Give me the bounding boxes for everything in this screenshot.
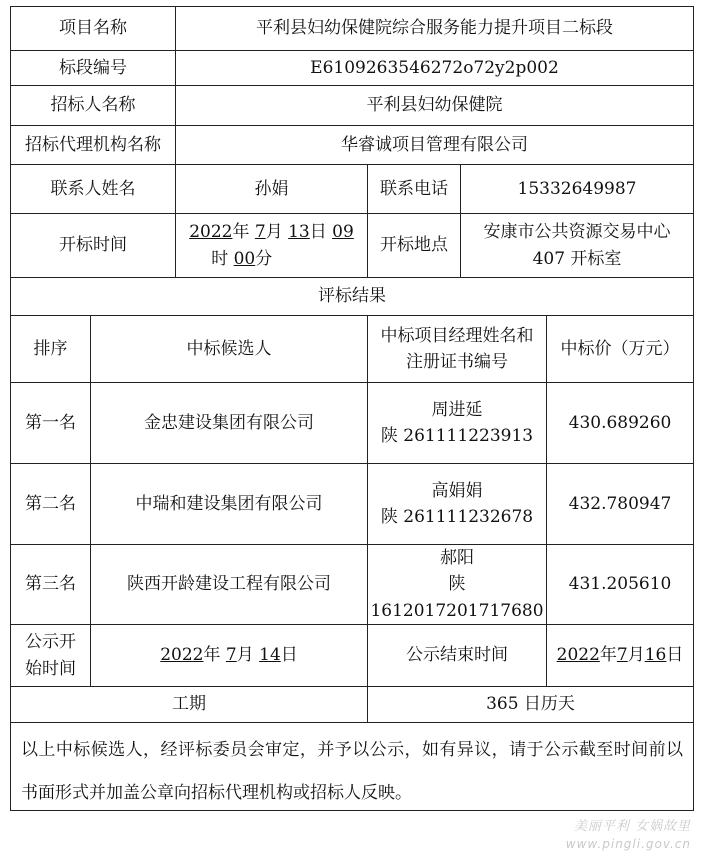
candidate-2-rank [10,463,91,545]
contact-label-text: 联系人姓名 [50,178,136,199]
opening-time-label-text: 开标时间 [59,235,127,256]
candidate-2-company-text: 中瑞和建设集团有限公司 [135,493,323,514]
opening-day: 13 [288,222,310,243]
opening-time-value [175,213,368,278]
candidate-3-price [546,544,694,625]
opening-hour-unit: 时 [211,248,229,269]
project-name-label [10,6,176,51]
publicity-start-month-unit: 月 [236,645,254,666]
publicity-end-label-text: 公示结束时间 [406,645,508,666]
opening-place-line1: 安康市公共资源交易中心 [483,222,671,243]
candidate-2-manager [367,463,547,545]
opening-year: 2022 [189,222,233,243]
phone-value [460,164,694,214]
candidate-2-manager-name: 高娟娟 [431,480,483,501]
publicity-start-label-line2: 始时间 [25,658,76,679]
publicity-start-year: 2022 [160,645,204,666]
tenderer-label-text: 招标人名称 [50,95,136,116]
agency-label [10,125,176,165]
publicity-start-label-line1: 公示开 [25,632,76,653]
publicity-end-label [367,624,547,687]
header-manager-line1: 中标项目经理姓名和 [380,325,534,346]
header-candidate [90,315,368,383]
objection-note [10,722,694,811]
duration-label-text: 工期 [172,694,206,715]
opening-time-label [10,213,176,278]
opening-minute: 00 [233,248,256,269]
opening-day-unit: 日 [309,222,327,243]
project-name-label-text: 项目名称 [59,18,127,39]
site-watermark [566,818,691,853]
agency-value [175,125,694,165]
candidate-3-cert: 陕 1612017201717680 [370,574,544,621]
contact-value [175,164,368,214]
candidate-2-rank-text: 第二名 [25,493,76,514]
candidate-1-cert: 陕 261111223913 [380,426,534,446]
phone-value-text: 15332649987 [517,178,637,199]
publicity-start-month: 7 [225,645,237,666]
tenderer-value [175,85,694,126]
candidate-1-company-text: 金忠建设集团有限公司 [144,412,314,433]
candidate-3-manager-name: 郝阳 [440,547,474,568]
project-name-value [175,6,694,51]
opening-place-label [367,213,461,278]
duration-label [10,686,368,723]
header-manager [367,315,547,383]
watermark-slogan: 美丽平利 女娲故里 [573,819,691,835]
publicity-end-year-unit: 年 [599,645,617,666]
header-price-text: 中标价（万元） [560,338,680,359]
publicity-start-label [10,624,91,687]
publicity-start-day-unit: 日 [280,645,298,666]
agency-label-text: 招标代理机构名称 [25,134,161,155]
candidate-3-company [90,544,368,625]
candidate-2-price [546,463,694,545]
candidate-1-rank [10,382,91,464]
duration-value-text: 365 日历天 [486,694,575,715]
opening-minute-unit: 分 [255,248,273,269]
tenderer-value-text: 平利县妇幼保健院 [366,95,503,116]
candidate-1-rank-text: 第一名 [25,412,76,433]
objection-note-text: 以上中标候选人，经评标委员会审定，并予以公示，如有异议，请于公示截至时间前以书面形式并加盖公章向招标代理机构或招标人反映。 [21,740,683,803]
section-no-label-text: 标段编号 [59,57,127,78]
header-rank-text: 排序 [33,338,68,359]
candidate-1-manager-name: 周进延 [431,399,483,420]
section-no-value [175,50,694,86]
section-no-value-text: E6109263546272o72y2p002 [310,57,559,78]
publicity-start-day: 14 [259,645,281,666]
watermark-url: www.pingli.gov.cn [565,837,691,852]
publicity-end-month: 7 [616,645,628,666]
agency-value-text: 华睿诚项目管理有限公司 [341,134,528,155]
section-no-label [10,50,176,86]
candidate-3-rank-text: 第三名 [25,574,76,595]
opening-month-unit: 月 [265,222,283,243]
publicity-end-day: 16 [644,645,667,666]
header-manager-line2: 注册证书编号 [406,352,508,372]
candidate-2-company [90,463,368,545]
candidate-2-price-text: 432.780947 [568,493,672,514]
candidate-1-price [546,382,694,464]
opening-year-unit: 年 [232,222,250,243]
candidate-3-manager [367,544,547,625]
phone-label [367,164,461,214]
opening-hour: 09 [332,222,354,243]
results-section-title-text: 评标结果 [318,286,386,307]
publicity-end-day-unit: 日 [666,645,684,666]
opening-place-label-text: 开标地点 [380,235,448,256]
project-name-value-text: 平利县妇幼保健院综合服务能力提升项目二标段 [256,18,613,39]
candidate-1-company [90,382,368,464]
duration-value [367,686,694,723]
candidate-3-company-text: 陕西开龄建设工程有限公司 [127,574,331,595]
publicity-start-value [90,624,368,687]
contact-value-text: 孙娟 [254,178,289,199]
publicity-end-value [546,624,694,687]
opening-month: 7 [254,222,266,243]
tenderer-label [10,85,176,126]
header-rank [10,315,91,383]
candidate-3-price-text: 431.205610 [568,574,672,595]
header-price [546,315,694,383]
publicity-start-year-unit: 年 [203,645,221,666]
results-section-title [10,277,694,316]
candidate-2-cert: 陕 261111232678 [380,507,534,527]
publicity-end-month-unit: 月 [627,645,645,666]
candidate-1-manager [367,382,547,464]
phone-label-text: 联系电话 [380,178,448,199]
bid-result-table [10,6,694,811]
header-candidate-text: 中标候选人 [186,338,272,359]
publicity-end-year: 2022 [556,645,600,666]
candidate-3-rank [10,544,91,625]
candidate-1-price-text: 430.689260 [568,412,672,433]
opening-place-value [460,213,694,278]
contact-label [10,164,176,214]
opening-place-line2: 407 开标室 [532,248,622,269]
